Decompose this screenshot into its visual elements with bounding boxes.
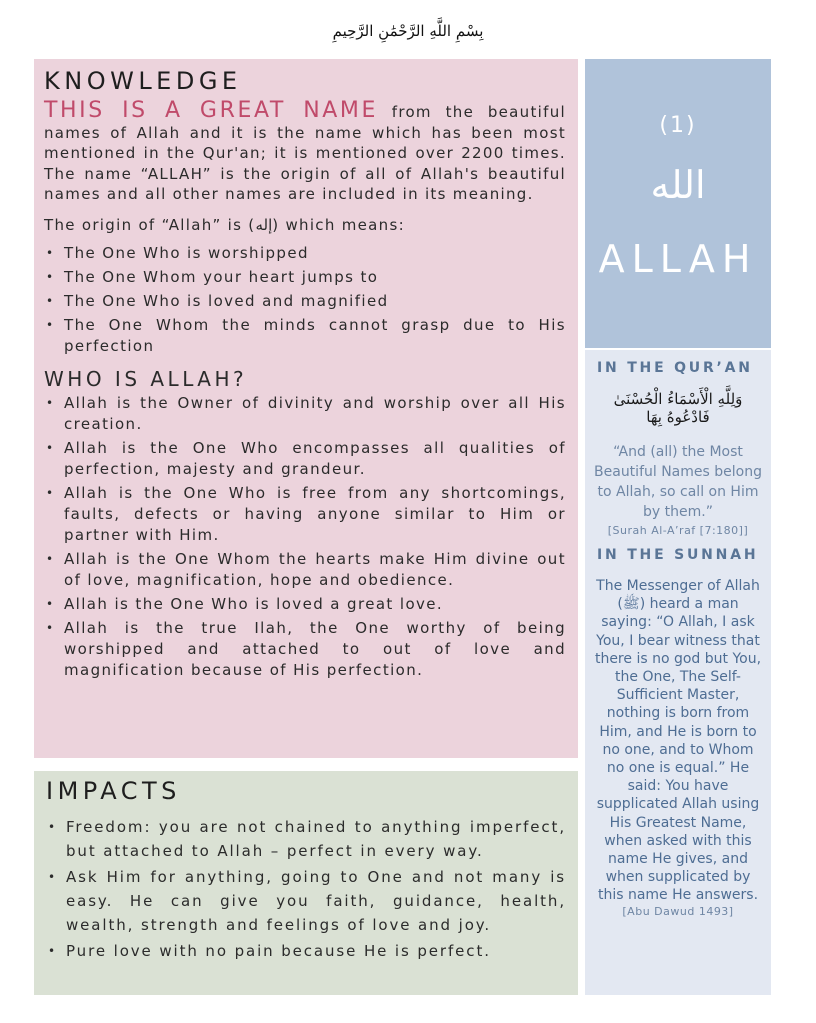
who-list xyxy=(44,393,566,681)
list-item: • The One Who is loved and magnified xyxy=(44,291,566,312)
list-item: • Ask Him for anything, going to One and not many is easy. He can give you faith, guidance, health, wealth, strength and feelings of love and joy. xyxy=(46,865,566,937)
list-item: • The One Whom your heart jumps to xyxy=(44,267,566,288)
meanings-list xyxy=(44,243,566,357)
origin-line: The origin of “Allah” is (إله) which means: xyxy=(44,215,405,234)
list-item: • Allah is the true Ilah, the One worthy of being worshipped and attached to out of love and magnification because of His perfection. xyxy=(44,618,566,681)
impacts-section xyxy=(34,771,578,995)
name-number: (1) xyxy=(659,113,697,138)
knowledge-intro xyxy=(44,98,566,205)
knowledge-title: KNOWLEDGE xyxy=(44,67,242,95)
list-item: • The One Whom the minds cannot grasp due to His perfection xyxy=(44,315,566,357)
name-card xyxy=(585,59,771,348)
latin-name: ALLAH xyxy=(598,237,758,281)
quran-reference: [Surah Al-A’raf [7:180]] xyxy=(607,524,749,537)
basmala-header: بِسْمِ اللَّهِ الرَّحْمَٰنِ الرَّحِيمِ xyxy=(332,22,484,40)
sunnah-heading: IN THE SUNNAH xyxy=(597,547,759,563)
quran-heading: IN THE QUR’AN xyxy=(597,360,753,376)
who-is-allah-block xyxy=(44,367,566,681)
list-item: • Pure love with no pain because He is perfect. xyxy=(46,939,566,963)
impacts-list xyxy=(46,815,566,963)
evidence-sidebar xyxy=(585,350,771,995)
sunnah-reference: [Abu Dawud 1493] xyxy=(622,904,734,918)
great-name-highlight: THIS IS A GREAT NAME xyxy=(44,98,378,123)
impacts-title: IMPACTS xyxy=(46,777,181,805)
list-item: • Freedom: you are not chained to anything imperfect, but attached to Allah – perfect in every way. xyxy=(46,815,566,863)
list-item: • Allah is the One Who is free from any shortcomings, faults, defects or having anyone similar to Him or partner with Him. xyxy=(44,483,566,546)
list-item: • Allah is the Owner of divinity and worship over all His creation. xyxy=(44,393,566,435)
list-item: • The One Who is worshipped xyxy=(44,243,566,264)
quran-translation: “And (all) the Most Beautiful Names belong to Allah, so call on Him by them.” xyxy=(594,444,762,520)
knowledge-section xyxy=(34,59,578,758)
quran-ayah: وَلِلَّهِ الْأَسْمَاءُ الْحُسْنَىٰ فَادْعُوهُ بِهَا xyxy=(613,390,743,426)
arabic-name: الله xyxy=(650,163,706,207)
knowledge-intro-text: from the beautiful names of Allah and it is the name which has been most mentioned in the Qur'an; it is mentioned over 2200 times. The name “ALLAH” is the origin of all of Allah's beautiful names and all other names are included in its meaning. xyxy=(44,103,566,203)
list-item: • Allah is the One Who is loved a great love. xyxy=(44,594,566,615)
sunnah-hadith: The Messenger of Allah (ﷺ) heard a man saying: “O Allah, I ask You, I bear witness that there is no god but You, the One, The Self-Sufficient Master, nothing is born from Him, and He is born to no one, and to Whom no one is equal.” He said: You have supplicated Allah using His Greatest Name, when asked with this name He gives, and when supplicated by this name He answers. xyxy=(594,578,762,904)
list-item: • Allah is the One Who encompasses all qualities of perfection, majesty and grandeur. xyxy=(44,438,566,480)
who-is-allah-title: WHO IS ALLAH? xyxy=(44,367,248,391)
list-item: • Allah is the One Whom the hearts make Him divine out of love, magnification, hope and obedience. xyxy=(44,549,566,591)
